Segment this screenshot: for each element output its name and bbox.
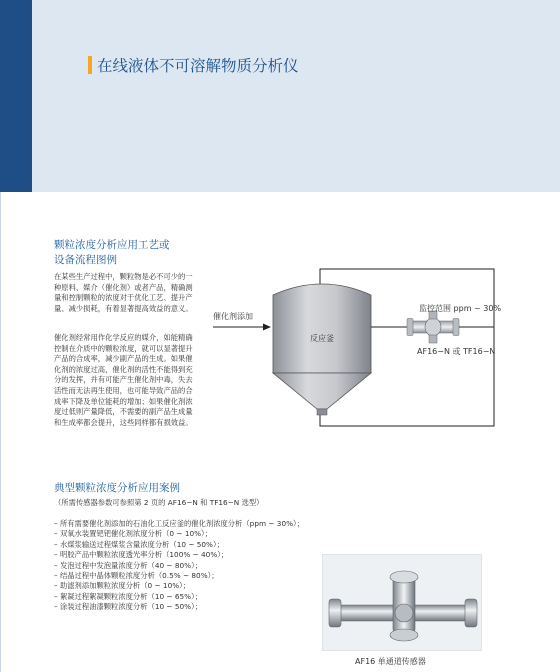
sensor-icon: [407, 311, 459, 343]
section1-title-line2: 设备流程图例: [54, 254, 117, 266]
sensor-product-photo: [322, 554, 482, 651]
process-flow-diagram: [195, 255, 525, 435]
photo-caption: AF16 单通道传感器: [355, 657, 426, 666]
list-item: – 涂装过程油漆颗粒浓度分析（10 ~ 50%）；: [54, 602, 203, 612]
list-item: – 结晶过程中晶体颗粒浓度分析（0.5% ~ 80%）；: [54, 571, 219, 581]
list-item: – 所有需要催化剂添加的石油化工反应釜的催化剂浓度分析（ppm ~ 30%）；: [54, 519, 304, 528]
application-list: [54, 519, 304, 613]
reactor-vessel: [273, 284, 371, 415]
section2-title: 典型颗粒浓度分析应用案例: [54, 482, 180, 494]
list-item: – 絮凝过程絮凝颗粒浓度分析（10 ~ 65%）；: [54, 591, 203, 601]
section2-note: （所需传感器参数可参照第 2 页的 AF16−N 和 TF16−N 选型）: [54, 498, 264, 507]
monitor-range-label: 监控范围 ppm ~ 30%: [419, 304, 502, 313]
list-item: – 助滤剂添加颗粒浓度分析（0 ~ 10%）；: [54, 581, 191, 591]
header-side-block: [0, 0, 32, 192]
section1-paragraph-1: 在某些生产过程中，颗粒物是必不可少的一种原料、媒介（催化剂）或者产品，精确测量和控制颗粒的浓度对于优化工艺、提升产量、减少损耗，有着显著提高效益的意义。: [54, 272, 193, 313]
list-item: – 发泡过程中发泡量浓度分析（40 ~ 80%）；: [54, 560, 203, 570]
list-item: – 明胶产品中颗粒浓度透光率分析（100% ~ 40%）；: [54, 550, 229, 560]
list-item: – 双氧水装置钯钯催化剂浓度分析（0 ~ 10%）；: [54, 529, 212, 539]
sensor-model-label: AF16−N 或 TF16−N: [417, 347, 496, 356]
inlet-label: 催化剂添加: [213, 312, 253, 321]
header-band: [0, 0, 560, 192]
reactor-label: 反应釜: [310, 334, 334, 343]
title-accent-bar: [88, 56, 92, 74]
sensor-product-icon: [323, 555, 483, 652]
left-margin-rule: [0, 192, 1, 672]
section1-title-line1: 颗粒浓度分析应用工艺或: [54, 239, 170, 251]
list-item: – 水煤浆输送过程煤浆含量浓度分析（10 ~ 50%）；: [54, 539, 224, 549]
inlet-arrow: [213, 324, 271, 331]
section1-paragraph-2: 催化剂经常用作化学反应的媒介，如能精确控制在介质中的颗粒浓度，就可以显著提升产品的合成率，减少副产品的生成。如果催化剂的浓度过高，催化剂的活性不能得到充分的发挥，并有可能产生催化剂中毒，失去活性而无法再生使用，也可能导致产品的合成率下降及单位能耗的增加；如果催化剂浓度过低则产量降低，不需要的副产品生成量和生成率都会提升，这些同样都有损效益。: [54, 333, 193, 427]
page-title: 在线液体不可溶解物质分析仪: [97, 57, 299, 75]
